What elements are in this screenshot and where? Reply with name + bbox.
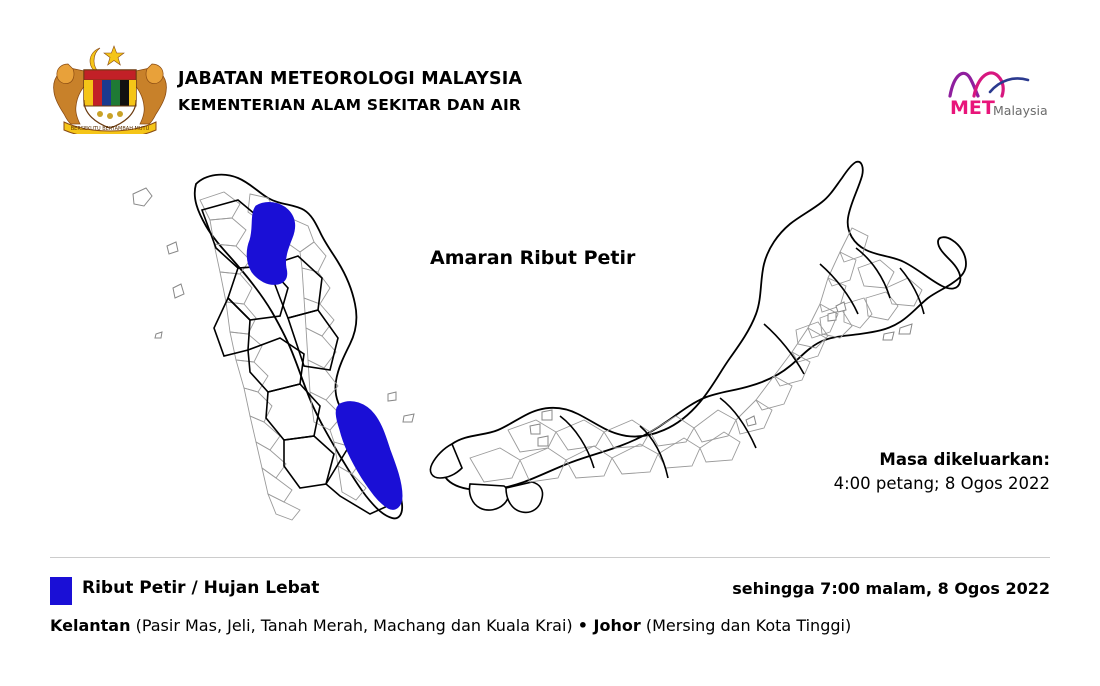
agency-title-block [178, 68, 522, 116]
issued-label: Masa dikeluarkan: [879, 450, 1050, 469]
svg-text:Malaysia: Malaysia [993, 103, 1048, 118]
malaysia-coat-of-arms-icon [44, 38, 176, 134]
state-johor: Johor [587, 616, 641, 635]
svg-text:MET: MET [950, 97, 995, 118]
kelantan-districts: (Pasir Mas, Jeli, Tanah Merah, Machang dan Kuala Krai) [130, 616, 578, 635]
state-kelantan: Kelantan [50, 616, 131, 635]
area-separator: • [577, 616, 588, 635]
legend-row [50, 572, 1050, 608]
legend-valid-until: sehingga 7:00 malam, 8 Ogos 2022 [732, 579, 1050, 598]
legend-label: Ribut Petir / Hujan Lebat [82, 578, 320, 598]
map-title: Amaran Ribut Petir [430, 247, 636, 269]
svg-text:BERSEKUTU BERTAMBAH MUTU: BERSEKUTU BERTAMBAH MUTU [70, 126, 150, 132]
met-malaysia-logo [930, 62, 1056, 118]
affected-areas [50, 614, 1060, 638]
issued-time-block [834, 448, 1050, 496]
malaysia-warning-map [0, 148, 1100, 540]
issued-time: 4:00 petang; 8 Ogos 2022 [833, 474, 1050, 493]
agency-name: JABATAN METEOROLOGI MALAYSIA [178, 69, 523, 89]
footer-divider [50, 557, 1050, 558]
legend-color-swatch [50, 577, 72, 605]
ministry-name: KEMENTERIAN ALAM SEKITAR DAN AIR [178, 96, 522, 114]
johor-districts: (Mersing dan Kota Tinggi) [640, 616, 852, 635]
peninsular-malaysia [133, 175, 414, 520]
page-header [0, 0, 1100, 150]
